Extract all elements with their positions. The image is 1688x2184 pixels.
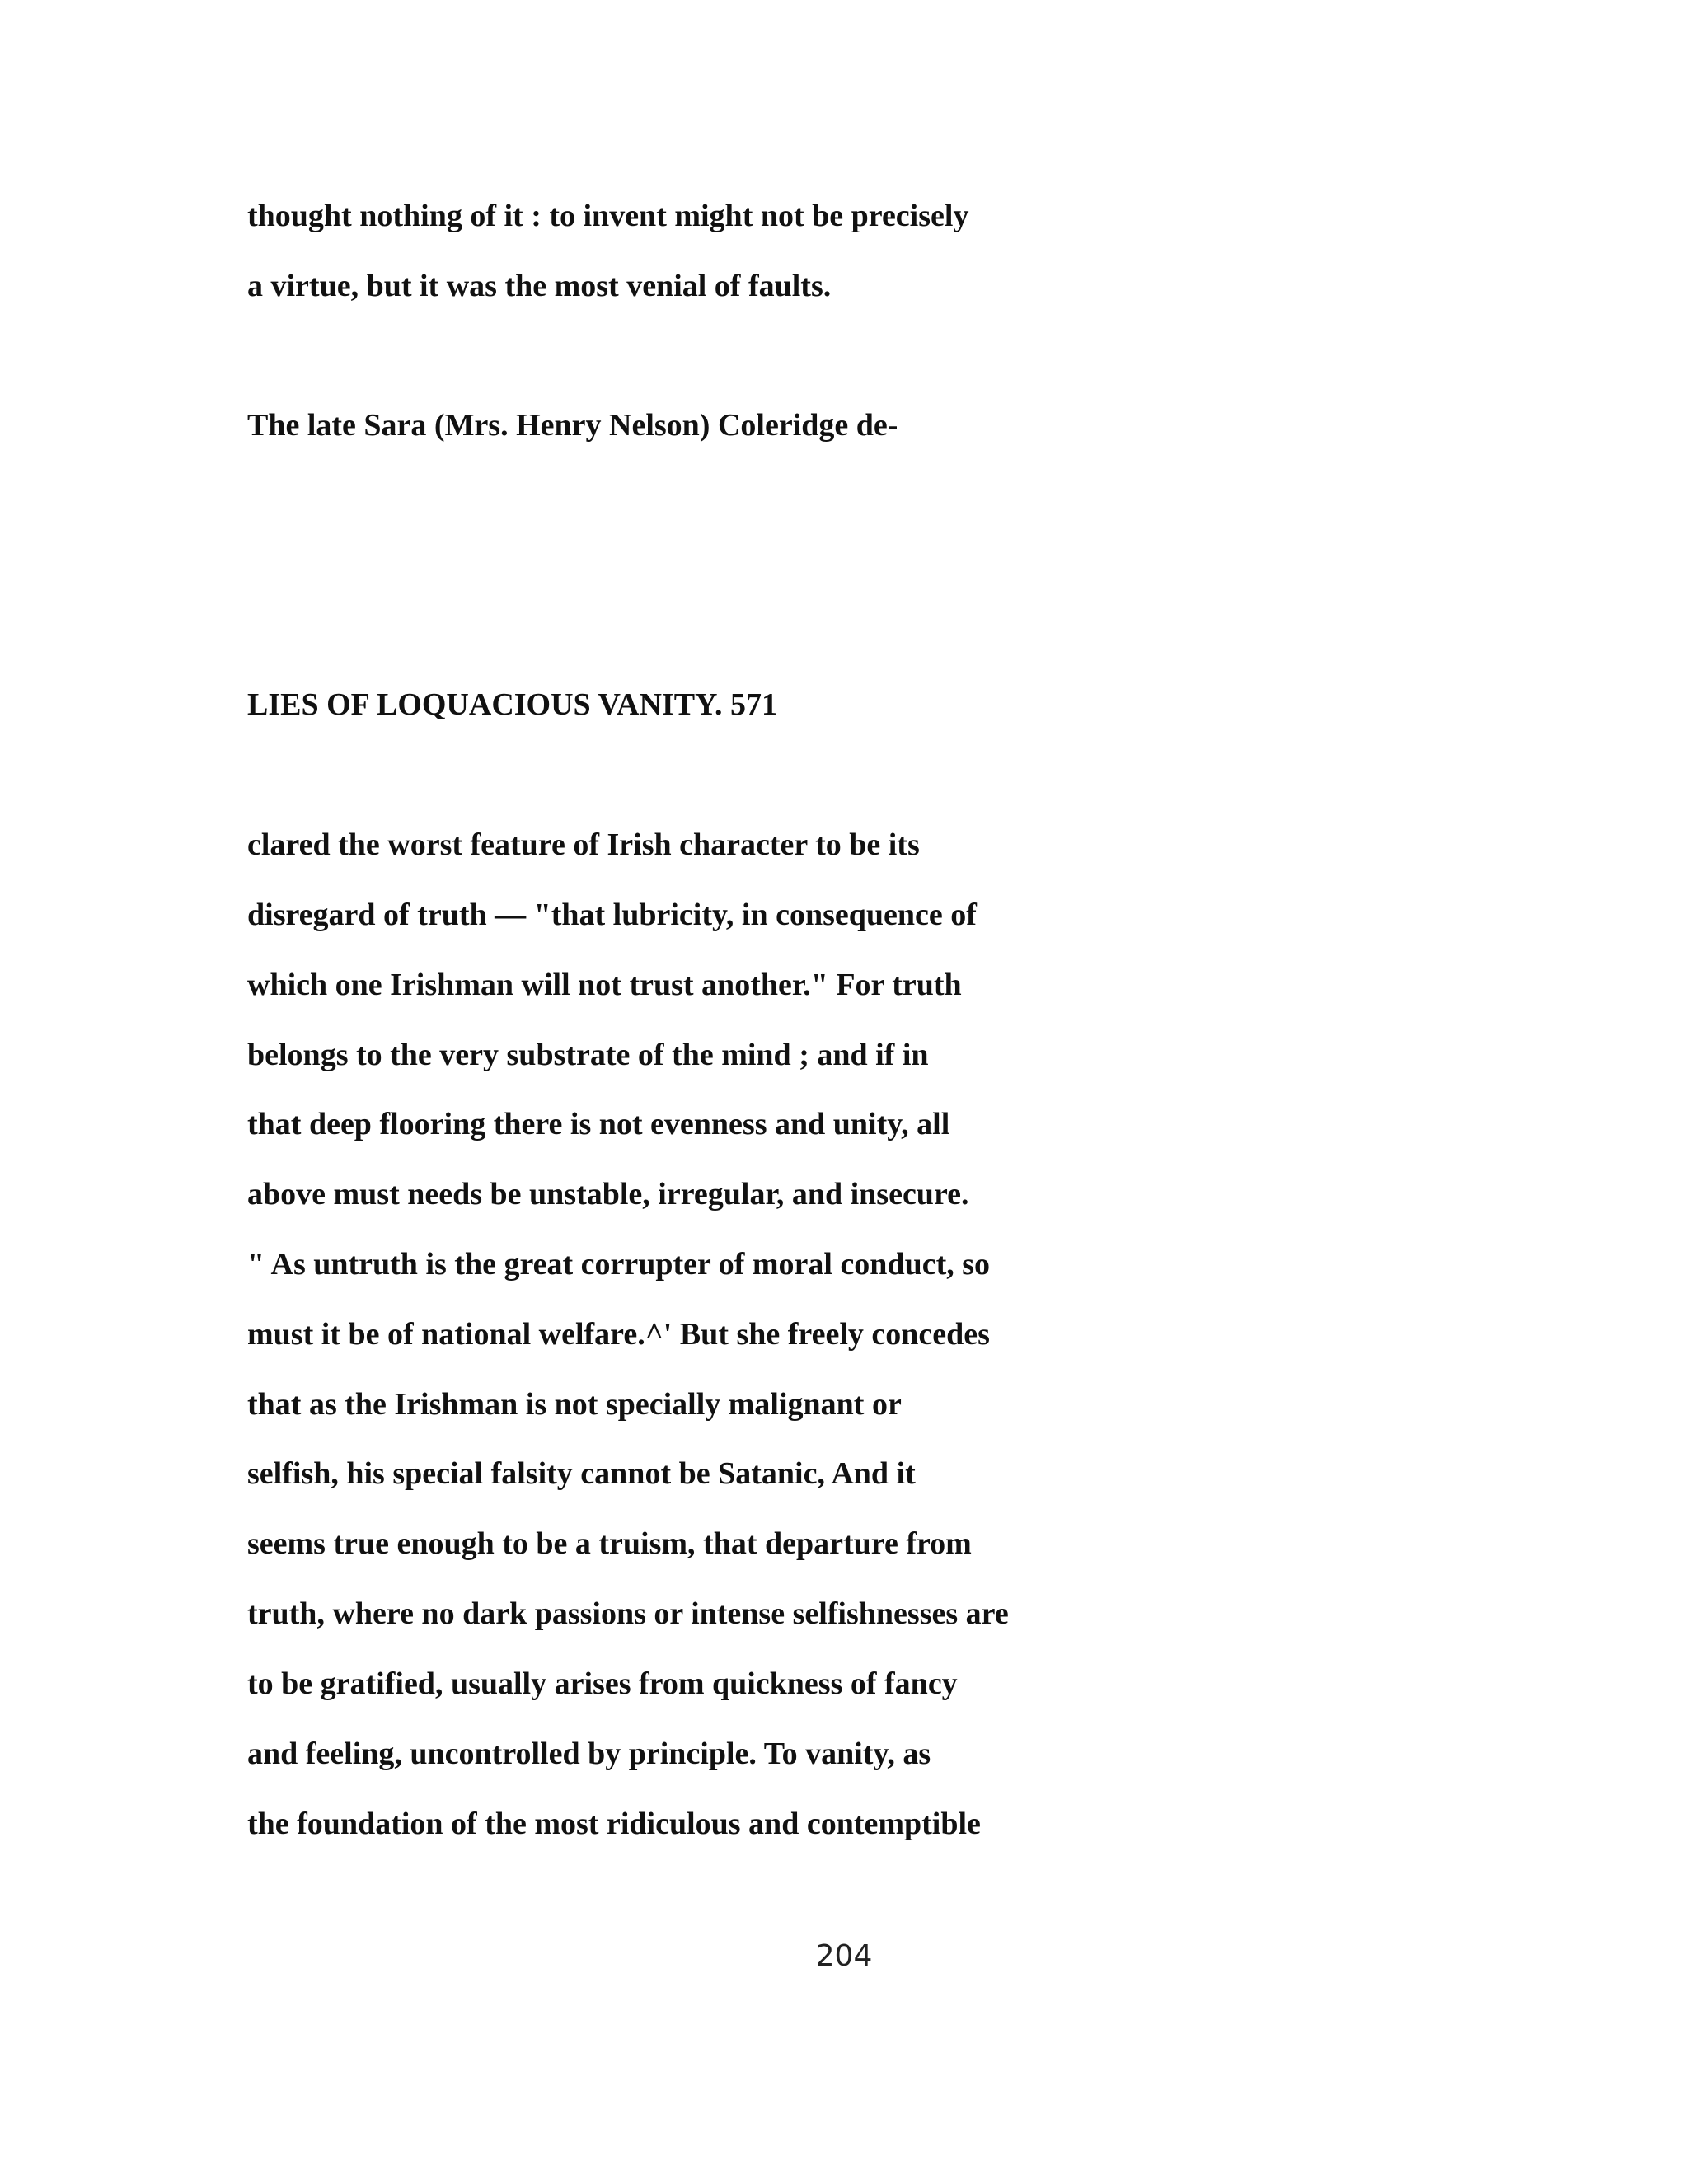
page-number: 204 <box>815 1939 873 1973</box>
text-line: clared the worst feature of Irish character to be its <box>247 827 920 862</box>
running-header: LIES OF LOQUACIOUS VANITY. 571 <box>247 687 778 722</box>
text-line: must it be of national welfare.^' But she freely concedes <box>247 1317 990 1352</box>
text-line: seems true enough to be a truism, that departure from <box>247 1526 972 1561</box>
text-line: that as the Irishman is not specially malignant or <box>247 1387 902 1422</box>
text-line: truth, where no dark passions or intense selfishnesses are <box>247 1596 1009 1631</box>
text-line: and feeling, uncontrolled by principle. To vanity, as <box>247 1736 931 1771</box>
text-line: a virtue, but it was the most venial of faults. <box>247 269 832 303</box>
text-line: to be gratified, usually arises from quickness of fancy <box>247 1666 958 1701</box>
text-line: which one Irishman will not trust another." For truth <box>247 968 962 1002</box>
text-line: The late Sara (Mrs. Henry Nelson) Coleridge de- <box>247 408 898 443</box>
text-line: the foundation of the most ridiculous and contemptible <box>247 1807 981 1841</box>
text-line: " As untruth is the great corrupter of moral conduct, so <box>247 1247 991 1282</box>
text-line: thought nothing of it : to invent might not be precisely <box>247 199 969 233</box>
text-line: that deep flooring there is not evenness and unity, all <box>247 1107 950 1141</box>
text-line: selfish, his special falsity cannot be Satanic, And it <box>247 1456 916 1491</box>
text-line: belongs to the very substrate of the mind ; and if in <box>247 1038 929 1072</box>
text-line: above must needs be unstable, irregular, and insecure. <box>247 1177 969 1212</box>
text-line: disregard of truth — "that lubricity, in consequence of <box>247 898 977 932</box>
